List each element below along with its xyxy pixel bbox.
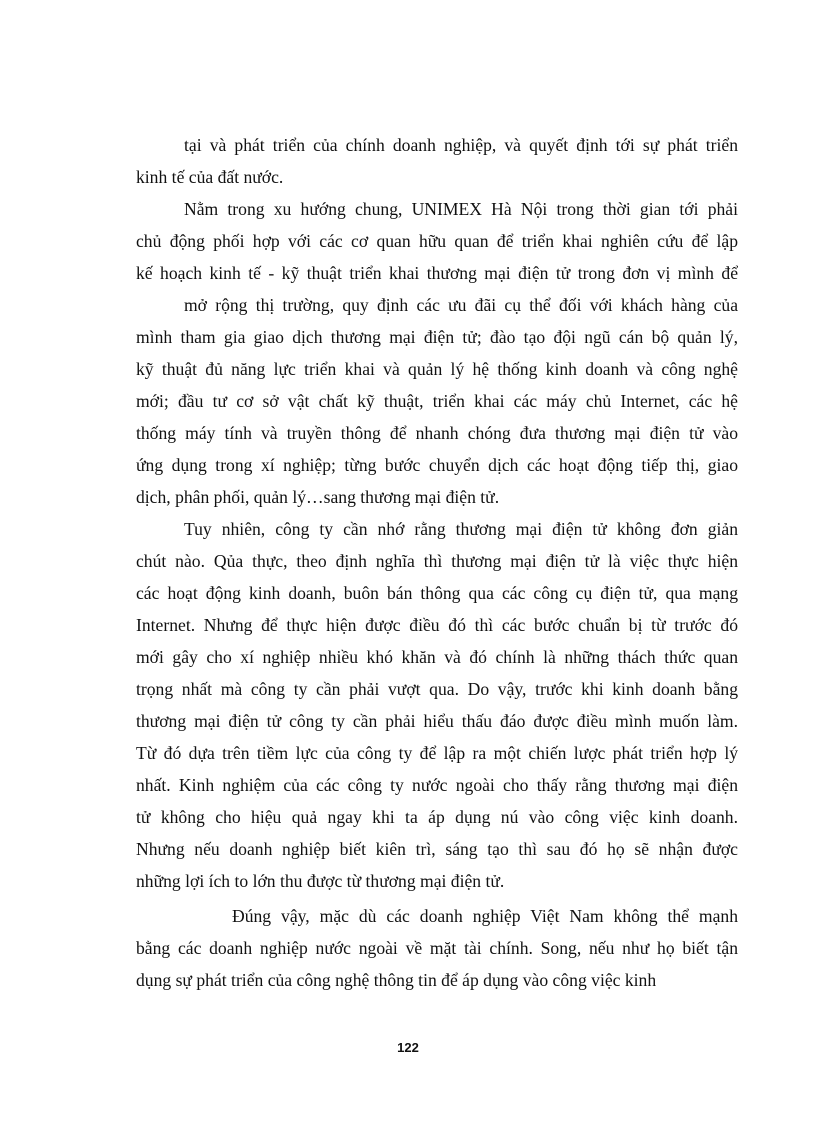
text-line-15: các hoạt động kinh doanh, buôn bán thông qua các công cụ điện tử, qua mạng <box>136 583 738 603</box>
text-line-25: Đúng vậy, mặc dù các doanh nghiệp Việt Nam không thể mạnh <box>232 906 738 926</box>
text-line-21: nhất. Kinh nghiệm của các công ty nước ngoài cho thấy rằng thương mại điện <box>136 775 738 795</box>
text-line-18: trọng nhất mà công ty cần phải vượt qua. Do vậy, trước khi kinh doanh bằng <box>136 679 738 699</box>
text-line-12: dịch, phân phối, quản lý…sang thương mại điện tử. <box>136 487 500 507</box>
text-line-26: bằng các doanh nghiệp nước ngoài về mặt tài chính. Song, nếu như họ biết tận <box>136 938 738 958</box>
text-line-11: ứng dụng trong xí nghiệp; từng bước chuyển dịch các hoạt động tiếp thị, giao <box>136 455 738 475</box>
text-line-10: thống máy tính và truyền thông để nhanh chóng đưa thương mại điện tử vào <box>136 423 738 443</box>
page-number: 122 <box>397 1040 419 1055</box>
text-line-20: Từ đó dựa trên tiềm lực của công ty để lập ra một chiến lược phát triển hợp lý <box>136 743 738 763</box>
text-line-2: kinh tế của đất nước. <box>136 167 284 187</box>
text-line-27: dụng sự phát triển của công nghệ thông tin để áp dụng vào công việc kinh <box>136 970 657 990</box>
text-line-19: thương mại điện tử công ty cần phải hiểu thấu đáo được điều mình muốn làm. <box>136 711 738 731</box>
text-line-14: chút nào. Qủa thực, theo định nghĩa thì thương mại điện tử là việc thực hiện <box>136 551 738 571</box>
text-line-4: chủ động phối hợp với các cơ quan hữu quan để triển khai nghiên cứu để lập <box>136 231 738 251</box>
text-line-13: Tuy nhiên, công ty cần nhớ rằng thương mại điện tử không đơn giản <box>184 519 738 539</box>
text-line-23: Nhưng nếu doanh nghiệp biết kiên trì, sáng tạo thì sau đó họ sẽ nhận được <box>136 839 738 859</box>
text-line-24: những lợi ích to lớn thu được từ thương mại điện tử. <box>136 871 505 891</box>
text-line-5: kế hoạch kinh tế - kỹ thuật triển khai thương mại điện tử trong đơn vị mình để <box>136 263 738 283</box>
text-line-22: tử không cho hiệu quả ngay khi ta áp dụng nú vào công việc kinh doanh. <box>136 807 738 827</box>
text-line-8: kỹ thuật đủ năng lực triển khai và quản lý hệ thống kinh doanh và công nghệ <box>136 359 738 379</box>
text-line-7: mình tham gia giao dịch thương mại điện tử; đào tạo đội ngũ cán bộ quản lý, <box>136 327 738 347</box>
text-line-17: mới gây cho xí nghiệp nhiều khó khăn và đó chính là những thách thức quan <box>136 647 738 667</box>
text-line-6: mở rộng thị trường, quy định các ưu đãi cụ thể đối với khách hàng của <box>184 295 738 315</box>
text-line-9: mới; đầu tư cơ sở vật chất kỹ thuật, triển khai các máy chủ Internet, các hệ <box>136 391 738 411</box>
text-line-3: Nằm trong xu hướng chung, UNIMEX Hà Nội trong thời gian tới phải <box>184 199 738 219</box>
text-line-16: Internet. Nhưng để thực hiện được điều đó thì các bước chuẩn bị từ trước đó <box>136 615 738 635</box>
text-line-1: tại và phát triển của chính doanh nghiệp, và quyết định tới sự phát triển <box>184 135 738 155</box>
